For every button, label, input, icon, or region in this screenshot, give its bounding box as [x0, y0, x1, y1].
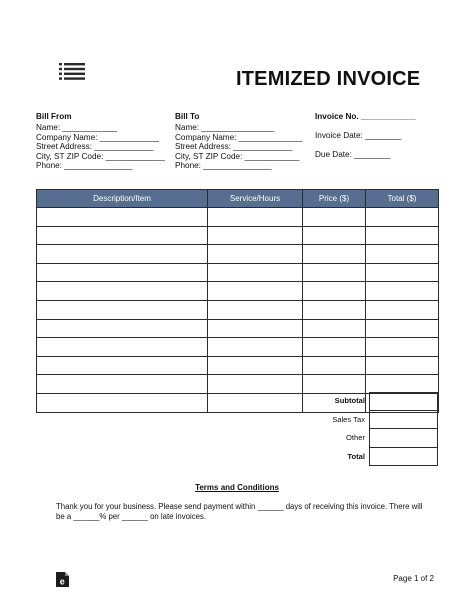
total-row [305, 448, 438, 467]
item-hours-cell[interactable] [208, 208, 303, 227]
summary-section [305, 392, 438, 466]
item-total-cell[interactable] [366, 263, 439, 282]
item-description-cell[interactable] [37, 319, 208, 338]
bill-to-name-field[interactable]: Name: ________________ [175, 123, 275, 133]
item-hours-cell[interactable] [208, 393, 303, 412]
column-header-service-hours: Service/Hours [208, 190, 303, 208]
document-logo-icon [56, 572, 69, 587]
column-header-description: Description/Item [37, 190, 208, 208]
item-total-cell[interactable] [366, 226, 439, 245]
item-total-cell[interactable] [366, 300, 439, 319]
item-description-cell[interactable] [37, 208, 208, 227]
item-total-cell[interactable] [366, 208, 439, 227]
item-hours-cell[interactable] [208, 375, 303, 394]
item-hours-cell[interactable] [208, 226, 303, 245]
item-price-cell[interactable] [303, 338, 366, 357]
item-total-cell[interactable] [366, 282, 439, 301]
bill-to-heading: Bill To [175, 112, 200, 121]
item-total-cell[interactable] [366, 245, 439, 264]
total-field[interactable] [369, 448, 438, 467]
bill-from-phone-field[interactable]: Phone: _______________ [36, 161, 133, 171]
table-row [37, 226, 439, 245]
item-price-cell[interactable] [303, 208, 366, 227]
invoice-title: ITEMIZED INVOICE [236, 68, 421, 90]
item-description-cell[interactable] [37, 300, 208, 319]
terms-title: Terms and Conditions [195, 483, 279, 492]
item-hours-cell[interactable] [208, 245, 303, 264]
bill-from-city-field[interactable]: City, ST ZIP Code: _____________ [36, 151, 165, 161]
subtotal-row [305, 392, 438, 411]
sales-tax-field[interactable] [369, 411, 438, 430]
other-field[interactable] [369, 429, 438, 448]
svg-text:e: e [59, 576, 65, 587]
other-row [305, 429, 438, 448]
item-price-cell[interactable] [303, 263, 366, 282]
table-row [37, 356, 439, 375]
item-description-cell[interactable] [37, 338, 208, 357]
item-description-cell[interactable] [37, 375, 208, 394]
column-header-total: Total ($) [366, 190, 439, 208]
invoice-number-field[interactable]: Invoice No. ____________ [315, 112, 416, 121]
bill-from-section [36, 112, 165, 170]
item-hours-cell[interactable] [208, 263, 303, 282]
item-price-cell[interactable] [303, 300, 366, 319]
bill-to-street-field[interactable]: Street Address: _____________ [175, 142, 293, 152]
item-description-cell[interactable] [37, 245, 208, 264]
invoice-info-section [315, 112, 416, 169]
item-description-cell[interactable] [37, 226, 208, 245]
item-description-cell[interactable] [37, 263, 208, 282]
invoice-date-field[interactable]: Invoice Date: ________ [315, 131, 402, 140]
bill-to-section [175, 112, 302, 170]
item-price-cell[interactable] [303, 319, 366, 338]
item-description-cell[interactable] [37, 282, 208, 301]
item-price-cell[interactable] [303, 356, 366, 375]
column-header-price: Price ($) [303, 190, 366, 208]
bill-from-street-field[interactable]: Street Address: _____________ [36, 142, 154, 152]
items-table [36, 189, 439, 413]
item-price-cell[interactable] [303, 282, 366, 301]
sales-tax-label: Sales Tax [332, 414, 365, 424]
bill-to-company-field[interactable]: Company Name: ______________ [175, 132, 303, 142]
total-label: Total [347, 451, 365, 461]
bill-from-heading: Bill From [36, 112, 72, 121]
item-hours-cell[interactable] [208, 338, 303, 357]
table-row [37, 263, 439, 282]
subtotal-label: Subtotal [334, 396, 365, 405]
item-price-cell[interactable] [303, 245, 366, 264]
table-header-row [37, 190, 439, 208]
terms-body: Thank you for your business. Please send payment within ______ days of receiving this invoice. There will be a ______% per ______ on late invoices. [56, 502, 423, 521]
table-row [37, 300, 439, 319]
menu-icon[interactable] [59, 63, 85, 80]
bill-from-name-field[interactable]: Name: ____________ [36, 123, 118, 133]
sales-tax-row [305, 411, 438, 430]
bill-to-phone-field[interactable]: Phone: _______________ [175, 161, 272, 171]
bill-from-company-field[interactable]: Company Name: _____________ [36, 132, 159, 142]
item-total-cell[interactable] [366, 319, 439, 338]
page-number: Page 1 of 2 [393, 574, 434, 583]
table-row [37, 375, 439, 394]
item-total-cell[interactable] [366, 375, 439, 394]
item-hours-cell[interactable] [208, 300, 303, 319]
item-price-cell[interactable] [303, 375, 366, 394]
item-hours-cell[interactable] [208, 356, 303, 375]
table-row [37, 245, 439, 264]
items-table-body [37, 208, 439, 413]
item-description-cell[interactable] [37, 393, 208, 412]
table-row [37, 319, 439, 338]
item-total-cell[interactable] [366, 338, 439, 357]
item-price-cell[interactable] [303, 226, 366, 245]
table-row [37, 338, 439, 357]
subtotal-field[interactable] [369, 392, 438, 411]
due-date-field[interactable]: Due Date: ________ [315, 150, 391, 159]
bill-to-city-field[interactable]: City, ST ZIP Code: ____________ [175, 151, 300, 161]
item-hours-cell[interactable] [208, 319, 303, 338]
other-label: Other [346, 433, 365, 442]
item-total-cell[interactable] [366, 356, 439, 375]
item-description-cell[interactable] [37, 356, 208, 375]
item-hours-cell[interactable] [208, 282, 303, 301]
table-row [37, 208, 439, 227]
table-row [37, 282, 439, 301]
